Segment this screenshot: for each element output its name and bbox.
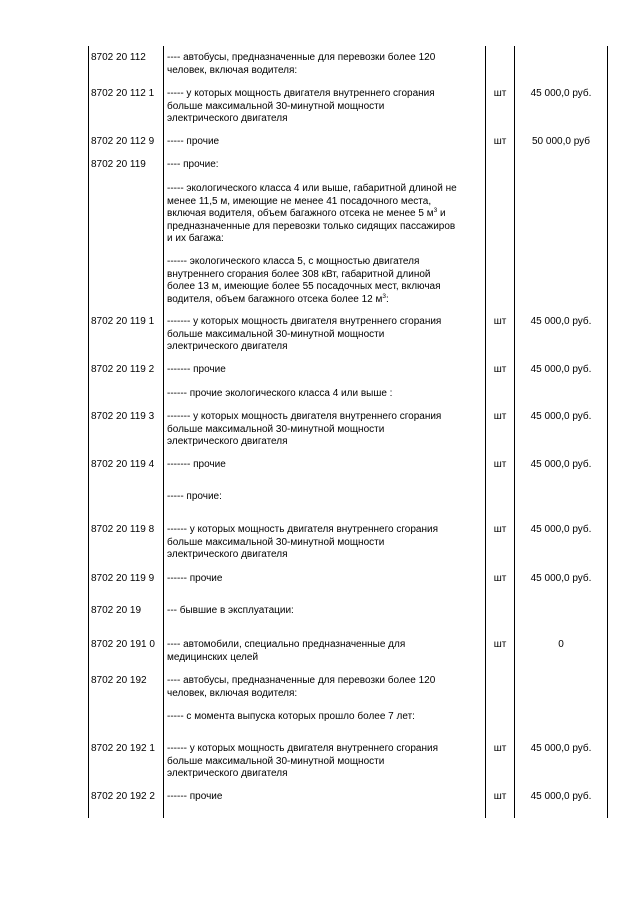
item-description <box>167 743 485 781</box>
unit-of-measure: шт <box>493 573 507 584</box>
unit-of-measure: шт <box>493 316 507 327</box>
column-divider <box>485 46 486 818</box>
description-text: электрического двигателя <box>167 113 288 124</box>
item-description <box>167 459 485 472</box>
column-divider <box>163 46 164 818</box>
duty-rate: 45 000,0 руб. <box>530 791 592 802</box>
description-line <box>167 65 485 78</box>
description-text: больше максимальной 30-минутной мощности <box>167 100 385 112</box>
description-line <box>167 756 485 769</box>
description-text: электрического двигателя <box>167 549 288 560</box>
description-line <box>167 411 485 424</box>
description-text: больше максимальной 30-минутной мощности <box>167 755 385 767</box>
description-line <box>167 605 485 618</box>
description-line <box>167 537 485 550</box>
description-line <box>167 208 485 221</box>
description-line <box>167 88 485 101</box>
tariff-code: 8702 20 192 1 <box>91 743 155 754</box>
item-description <box>167 52 485 77</box>
description-text: ---- автобусы, предназначенные для перевозки более 120 <box>167 675 436 686</box>
description-line <box>167 388 485 401</box>
duty-rate: 45 000,0 руб. <box>530 459 592 470</box>
description-text: ---- прочие: <box>167 159 219 170</box>
tariff-code: 8702 20 112 <box>91 52 146 63</box>
tariff-code: 8702 20 119 3 <box>91 411 155 422</box>
item-description <box>167 411 485 449</box>
item-description <box>167 136 485 149</box>
item-description <box>167 316 485 354</box>
duty-rate: 45 000,0 руб. <box>530 411 592 422</box>
description-text: и <box>437 208 446 219</box>
item-description <box>167 388 485 401</box>
description-line <box>167 221 485 234</box>
description-text: ----- экологического класса 4 или выше, габаритной длиной не <box>167 183 457 194</box>
description-text: ----- с момента выпуска которых прошло более 7 лет: <box>167 711 415 722</box>
description-line <box>167 743 485 756</box>
duty-rate: 50 000,0 руб <box>532 136 590 147</box>
column-divider <box>607 46 608 818</box>
tariff-code: 8702 20 192 <box>91 675 147 686</box>
description-line <box>167 688 485 701</box>
description-line <box>167 341 485 354</box>
description-text: больше максимальной 30-минутной мощности <box>167 328 385 340</box>
description-line <box>167 711 485 724</box>
description-line <box>167 436 485 449</box>
tariff-code: 8702 20 112 9 <box>91 136 155 147</box>
superscript: 3 <box>433 207 438 214</box>
description-text: ----- у которых мощность двигателя внутреннего сгорания <box>167 88 435 99</box>
item-description <box>167 605 485 618</box>
description-text: ----- прочие <box>167 136 220 147</box>
description-line <box>167 256 485 269</box>
item-description <box>167 88 485 126</box>
description-text: человек, включая водителя: <box>167 64 298 76</box>
description-line <box>167 329 485 342</box>
description-text: более 13 м, имеющие более 55 посадочных мест, включая <box>167 281 441 292</box>
unit-of-measure: шт <box>493 639 507 650</box>
description-text: электрического двигателя <box>167 341 288 352</box>
description-line <box>167 639 485 652</box>
description-line <box>167 675 485 688</box>
unit-of-measure: шт <box>493 136 507 147</box>
duty-rate: 45 000,0 руб. <box>530 573 592 584</box>
description-text: ---- автобусы, предназначенные для перевозки более 120 <box>167 52 436 63</box>
tariff-code: 8702 20 119 8 <box>91 524 155 535</box>
tariff-code: 8702 20 119 4 <box>91 459 155 470</box>
description-text: электрического двигателя <box>167 768 288 779</box>
description-text: ---- автомобили, специально предназначенные для <box>167 639 406 650</box>
description-line <box>167 459 485 472</box>
item-description <box>167 256 485 306</box>
description-line <box>167 316 485 329</box>
description-line <box>167 491 485 504</box>
description-line <box>167 52 485 65</box>
description-text: ------ экологического класса 5, с мощностью двигателя <box>167 256 420 267</box>
description-text: электрического двигателя <box>167 436 288 447</box>
description-text: больше максимальной 30-минутной мощности <box>167 423 385 435</box>
description-text: ------- у которых мощность двигателя внутреннего сгорания <box>167 411 442 422</box>
item-description <box>167 364 485 377</box>
description-line <box>167 101 485 114</box>
duty-rate: 45 000,0 руб. <box>530 316 592 327</box>
description-line <box>167 113 485 126</box>
description-text: медицинских целей <box>167 651 259 663</box>
description-line <box>167 294 485 307</box>
tariff-code: 8702 20 119 9 <box>91 573 155 584</box>
description-text: водителя, объем багажного отсека более 12 м <box>167 293 383 305</box>
duty-rate: 45 000,0 руб. <box>530 88 592 99</box>
description-line <box>167 233 485 246</box>
description-text: ------- у которых мощность двигателя внутреннего сгорания <box>167 316 442 327</box>
item-description <box>167 639 485 664</box>
description-line <box>167 549 485 562</box>
description-text: ------ у которых мощность двигателя внутреннего сгорания <box>167 743 439 754</box>
description-text: ------- прочие <box>167 364 226 375</box>
item-description <box>167 573 485 586</box>
unit-of-measure: шт <box>493 524 507 535</box>
unit-of-measure: шт <box>493 364 507 375</box>
description-line <box>167 281 485 294</box>
tariff-code: 8702 20 119 1 <box>91 316 155 327</box>
duty-rate: 0 <box>558 639 564 650</box>
duty-rate: 45 000,0 руб. <box>530 524 592 535</box>
duty-rate: 45 000,0 руб. <box>530 743 592 754</box>
description-line <box>167 364 485 377</box>
duty-rate: 45 000,0 руб. <box>530 364 592 375</box>
description-text: --- бывшие в эксплуатации: <box>167 605 294 616</box>
description-line <box>167 524 485 537</box>
description-line <box>167 791 485 804</box>
description-line <box>167 424 485 437</box>
column-divider <box>514 46 515 818</box>
description-line <box>167 136 485 149</box>
description-text: больше максимальной 30-минутной мощности <box>167 536 385 548</box>
description-text: ------- прочие <box>167 459 226 470</box>
unit-of-measure: шт <box>493 791 507 802</box>
description-line <box>167 269 485 282</box>
item-description <box>167 675 485 700</box>
item-description <box>167 524 485 562</box>
description-text: ------ прочие <box>167 791 223 802</box>
description-line <box>167 196 485 209</box>
description-text: человек, включая водителя: <box>167 687 298 699</box>
tariff-code: 8702 20 119 <box>91 159 146 170</box>
description-text: включая водителя, объем багажного отсека не менее 5 м <box>167 208 434 219</box>
superscript: 3 <box>382 292 386 300</box>
description-text: ------ прочие экологического класса 4 или выше : <box>167 388 393 399</box>
description-line <box>167 768 485 781</box>
description-text: предназначенные для перевозки только сидящих пассажиров <box>167 220 456 232</box>
tariff-code: 8702 20 192 2 <box>91 791 155 802</box>
description-line <box>167 159 485 172</box>
tariff-code: 8702 20 19 <box>91 605 142 616</box>
unit-of-measure: шт <box>493 411 507 422</box>
unit-of-measure: шт <box>493 88 507 99</box>
unit-of-measure: шт <box>493 459 507 470</box>
description-text: внутреннего сгорания более 308 кВт, габаритной длиной <box>167 268 431 280</box>
unit-of-measure: шт <box>493 743 507 754</box>
description-text: и их багажа: <box>167 233 224 244</box>
description-line <box>167 183 485 196</box>
item-description <box>167 159 485 172</box>
description-line <box>167 573 485 586</box>
description-text: менее 11,5 м, имеющие не менее 41 посадочного места, <box>167 195 432 207</box>
item-description <box>167 491 485 504</box>
description-text: ------ прочие <box>167 573 223 584</box>
tariff-code: 8702 20 112 1 <box>91 88 155 99</box>
tariff-code: 8702 20 119 2 <box>91 364 155 375</box>
item-description <box>167 791 485 804</box>
column-divider <box>88 46 89 818</box>
description-line <box>167 652 485 665</box>
item-description <box>167 711 485 724</box>
description-text: ------ у которых мощность двигателя внутреннего сгорания <box>167 524 439 535</box>
description-text: ----- прочие: <box>167 491 222 502</box>
description-text: : <box>386 293 389 305</box>
item-description <box>167 183 485 246</box>
tariff-code: 8702 20 191 0 <box>91 639 155 650</box>
